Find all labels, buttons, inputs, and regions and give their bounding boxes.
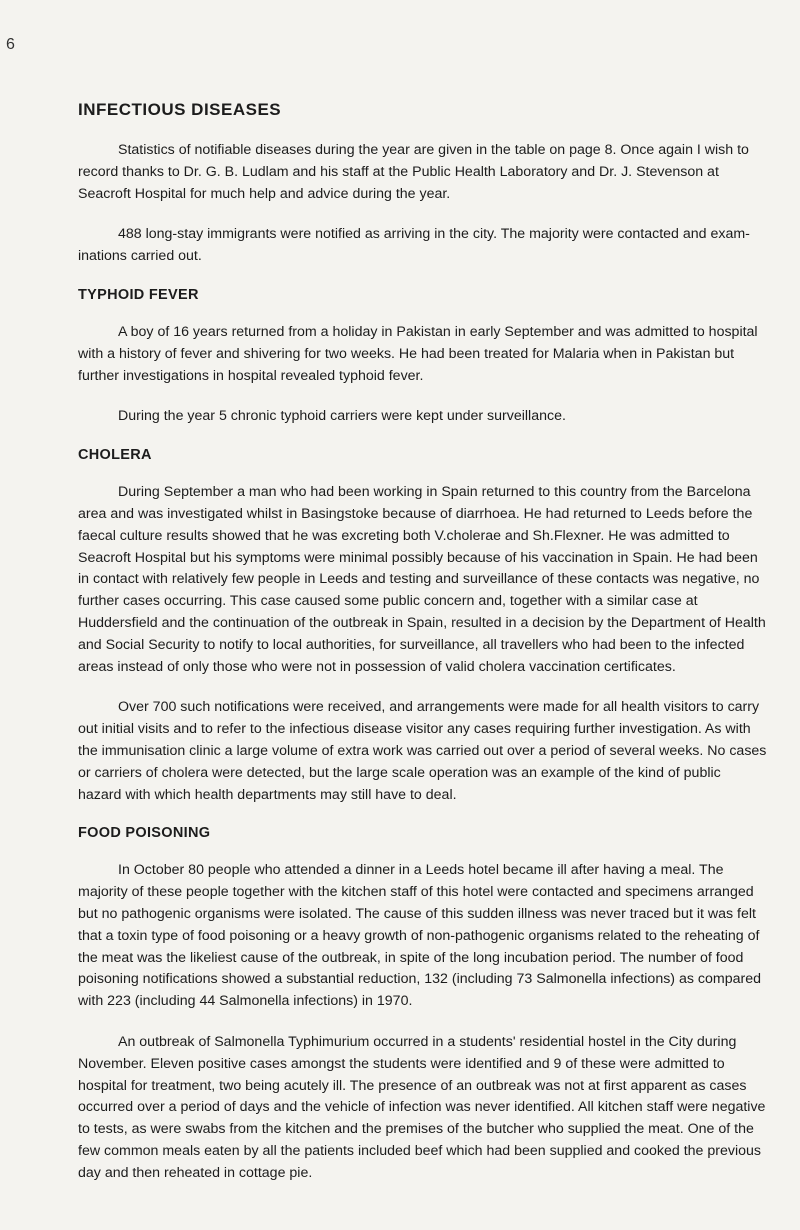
food-poisoning-paragraph: In October 80 people who attended a dinner in a Leeds hotel became ill after having a meal. The majority of these people together with the kitchen staff of this hotel were contacted and specimens arranged but no pathogenic organisms were isolated. The cause of this sudden illness was never traced but it was felt that a toxin type of food poisoning or a heavy growth of non-pathogenic organisms related to the reheating of the meat was the likeliest cause of the outbreak, in spite of the long incubation period. The number of food poisoning notifications showed a substantial reduction, 132 (including 73 Salmonella infections) as compared with 223 (including 44 Salmonella infections) in 1970. [78, 862, 761, 1010]
section-heading-food-poisoning: FOOD POISONING [78, 825, 211, 842]
page-number: 6 [6, 36, 15, 53]
typhoid-paragraph: A boy of 16 years returned from a holiday in Pakistan in early September and was admitted to hospital with a history of fever and shivering for two weeks. He had been treated for Malaria when in Pakistan but further investigations in hospital revealed typhoid fever. [78, 323, 758, 384]
page-title: INFECTIOUS DISEASES [78, 100, 282, 119]
section-heading-typhoid: TYPHOID FEVER [78, 286, 199, 303]
document-body [78, 100, 768, 1203]
cholera-paragraph: During September a man who had been working in Spain returned to this country from the Barcelona area and was investigated whilst in Basingstoke because of diarrhoea. He had returned to Leeds before the faecal culture results showed that he was excreting both V.cholerae and Sh.Flexner. He was admitted to Seacroft Hospital but his symptoms were minimal possibly because of his vaccination in Spain. He had been in contact with relatively few people in Leeds and testing and surveillance of these contacts was negative, no further cases occurring. This case caused some public concern and, together with a similar case at Huddersfield and the continuation of the outbreak in Spain, resulted in a decision by the Department of Health and Social Security to notify to local authorities, for surveillance, all travellers who had been to the infected areas instead of only those who were not in possession of valid cholera vaccination certificates. [78, 484, 766, 675]
food-poisoning-paragraph: An outbreak of Salmonella Typhimurium occurred in a students' residential hostel in the City during November. Eleven positive cases amongst the students were identified and 9 of these were admitted to hospital for treatment, two being acutely ill. The presence of an outbreak was not at first apparent as cases occurred over a period of days and the vehicle of infection was never identified. All kitchen staff were negative to tests, as were swabs from the kitchen and the premises of the butcher who supplied the meat. One of the few common meals eaten by all the patients included beef which had been supplied and cooked the previous day and then reheated in cottage pie. [78, 1033, 766, 1181]
typhoid-paragraph: During the year 5 chronic typhoid carriers were kept under surveillance. [118, 408, 566, 425]
intro-paragraph: Statistics of notifiable diseases during the year are given in the table on page 8. Once again I wish to record thanks to Dr. G. B. Ludlam and his staff at the Public Health Laboratory and Dr. J. Stevenson at Seacroft Hospital for much help and advice during the year. [78, 142, 749, 202]
intro-paragraph: 488 long-stay immigrants were notified as arriving in the city. The majority were contacted and exam-inations carried out. [78, 226, 750, 265]
cholera-paragraph: Over 700 such notifications were received, and arrangements were made for all health visitors to carry out initial visits and to refer to the infectious disease visitor any cases requiring further investigation. As with the immunisation clinic a large volume of extra work was carried out over a period of several weeks. No cases or carriers of cholera were detected, but the large scale operation was an example of the kind of public hazard with which health departments may still have to deal. [78, 699, 767, 803]
section-heading-cholera: CHOLERA [78, 447, 152, 464]
